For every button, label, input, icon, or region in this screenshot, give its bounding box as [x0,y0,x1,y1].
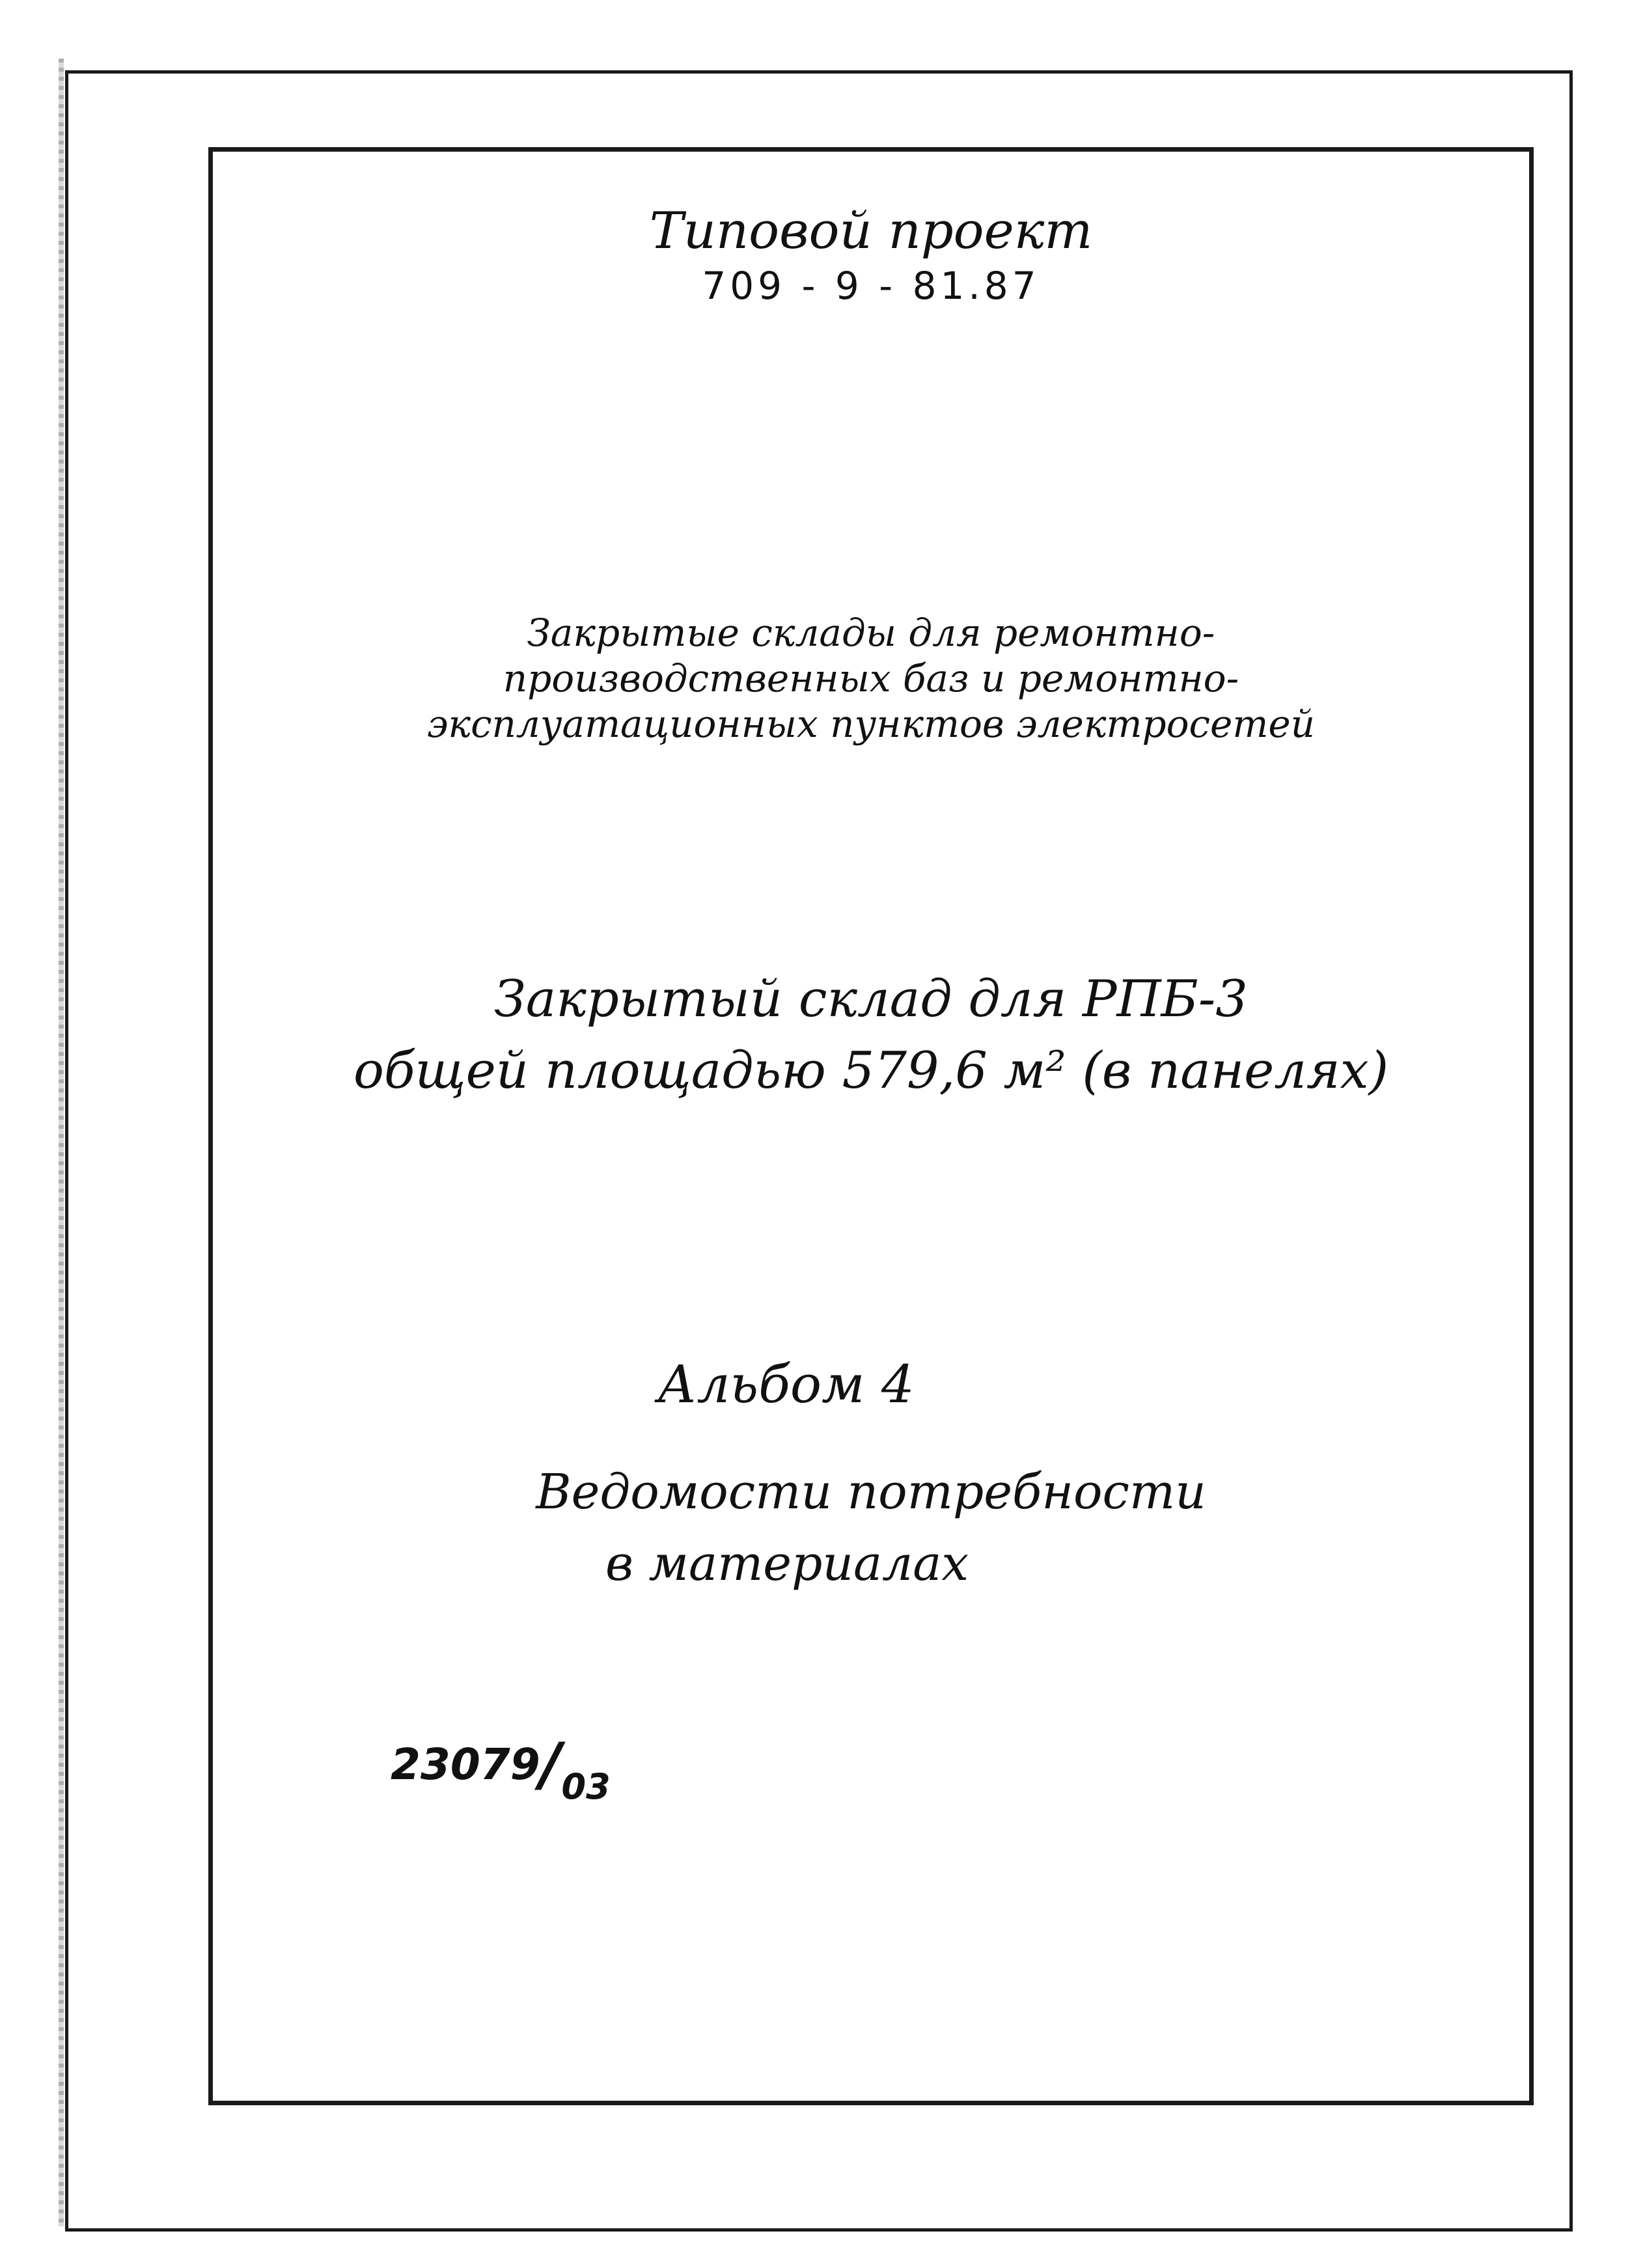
object-line-1: Закрытый склад для РПБ-3 [494,970,1248,1029]
series-line-1: Закрытые склады для ремонтно- [527,611,1215,655]
album-subtitle-line-2: в материалах [605,1536,969,1592]
scan-edge-artifact [59,59,64,2226]
series-line-2: производственных баз и ремонтно- [503,656,1239,700]
document-title: Типовой проект [649,202,1093,260]
object-line-2: общей площадью 579,6 м² (в панелях) [353,1042,1389,1100]
inventory-number-main: 23079 [391,1739,540,1790]
inventory-number [391,1725,611,1807]
series-line-3: эксплуатационных пунктов электросетей [426,702,1316,746]
inventory-number-suffix: 03 [561,1766,611,1807]
album-number: Альбом 4 [657,1354,915,1415]
inner-frame [208,147,1534,2105]
project-code: 709 - 9 - 81.87 [702,264,1040,308]
inventory-slash: / [540,1730,562,1799]
album-subtitle-line-1: Ведомости потребности [536,1464,1206,1520]
